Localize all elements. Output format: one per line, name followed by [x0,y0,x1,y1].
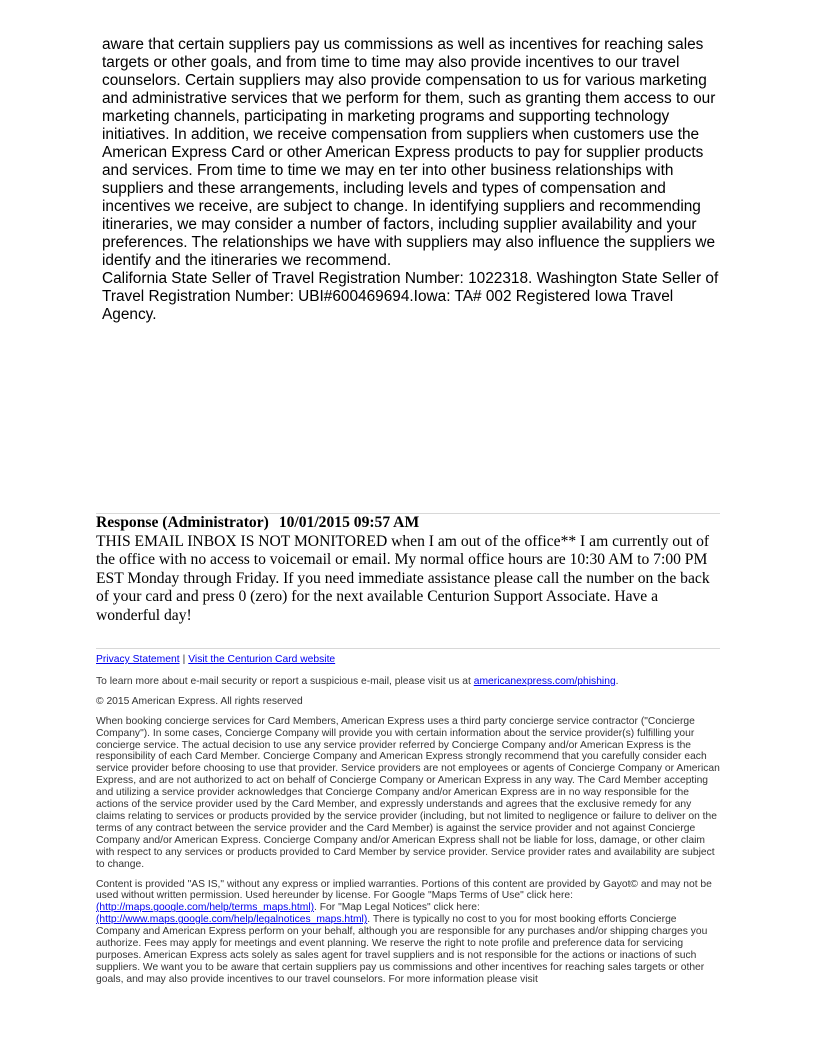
divider [96,648,720,649]
response-header [96,514,722,533]
concierge-disclaimer: When booking concierge services for Card Members, American Express uses a third party concierge service contractor ("Concierge Company"). In some cases, Concierge Company will provide you with certain information about the service provider(s) fulfilling your concierge service. The actual decision to use any service provider referred by Concierge Company and/or American Express is the responsibility of each Card Member. Concierge Company and American Express strongly recommend that you carefully consider each service provider before choosing to use that provider. Service providers are not employees or agents of Concierge Company or American Express, and are not authorized to act on behalf of Concierge Company or American Express in any way. The Card Member accepting and utilizing a service provider acknowledges that Concierge Company and/or American Express are in no way responsible for the actions of the service provider used by the Card Member, and expressly understands and agrees that the exclusive remedy for any claims relating to services or products provided by the service provider (including, but not limited to negligence or failure to deliver on the terms of any contract between the service provider and the Card Member) is against the service provider and not against Concierge Company and/or American Express. Concierge Company and/or American Express shall not be liable for loss, damage, or other claim with respect to any services or products provided to Card Member by service provider. Service provider rates and availability are subject to change. [96,715,720,870]
response-author: Response (Administrator) [96,514,269,531]
registration-paragraph: California State Seller of Travel Registration Number: 1022318. Washington State Seller of Travel Registration Number: UBI#600469694.Iowa: TA# 002 Registered Iowa Travel Agency. [102,270,719,323]
response-timestamp: 10/01/2015 09:57 AM [278,514,420,531]
copyright: © 2015 American Express. All rights reserved [96,695,303,707]
email-footer [96,654,720,994]
admin-response [96,514,722,625]
security-notice: To learn more about e-mail security or report a suspicious e-mail, please visit us at americanexpress.com/phishing. [96,675,619,687]
response-body: THIS EMAIL INBOX IS NOT MONITORED when I am out of the office** I am currently out of the office with no access to voicemail or email. My normal office hours are 10:30 AM to 7:00 PM EST Monday through Friday. If you need immediate assistance please call the number on the back of your card and press 0 (zero) for the next available Centurion Support Associate. Have a wonderful day! [96,532,710,624]
centurion-website-link[interactable]: Visit the Centurion Card website [188,654,336,665]
maps-terms-link[interactable]: (http://maps.google.com/help/terms_maps.html) [96,902,315,914]
maps-legal-notices-link[interactable]: (http://www.maps.google.com/help/legalnotices_maps.html) [96,914,368,926]
content-disclaimer: Content is provided "AS IS," without any express or implied warranties. Portions of this content are provided by Gayot© and may not be used without written permission. Used hereunder by license. For Google "Maps Terms of Use" click here: (http://maps.google.com/help/terms_maps.html). For "Map Legal Notices" click here: (http://www.maps.google.com/help/legalnotices_maps.html). There is typically no cost to you for most booking efforts Concierge Company and American Express perform on your behalf, although you are responsible for any purchases and/or shipping charges you authorize. Fees may apply for meetings and event planning. We reserve the right to note profile and preference data for servicing purposes. American Express acts solely as sales agent for travel suppliers and is not responsible for the actions or inactions of such suppliers. We want you to be aware that certain suppliers pay us commissions and other incentives for reaching sales targets or other goals, and may also provide incentives to our travel counselors. For more information please visit [96,878,712,985]
footer-links [96,654,720,666]
phishing-link[interactable]: americanexpress.com/phishing [473,675,616,687]
link-separator: | [182,654,186,665]
compensation-paragraph: aware that certain suppliers pay us commissions as well as incentives for reaching sales targets or other goals, and from time to time may also provide incentives to our travel counselors. Certain suppliers may also provide compensation to us for various marketing and administrative services that we perform for them, such as granting them access to our marketing channels, participating in marketing programs and supporting technology initiatives. In addition, we receive compensation from suppliers when customers use the American Express Card or other American Express products to pay for supplier products and services. From time to time we may en ter into other business relationships with suppliers and these arrangements, including levels and types of compensation and incentives we receive, are subject to change. In identifying suppliers and recommending itineraries, we may consider a number of factors, including supplier availability and your preferences. The relationships we have with suppliers may also influence the suppliers we identify and the itineraries we recommend. [102,36,716,269]
travel-policy-text [102,36,722,324]
privacy-statement-link[interactable]: Privacy Statement [96,654,180,665]
